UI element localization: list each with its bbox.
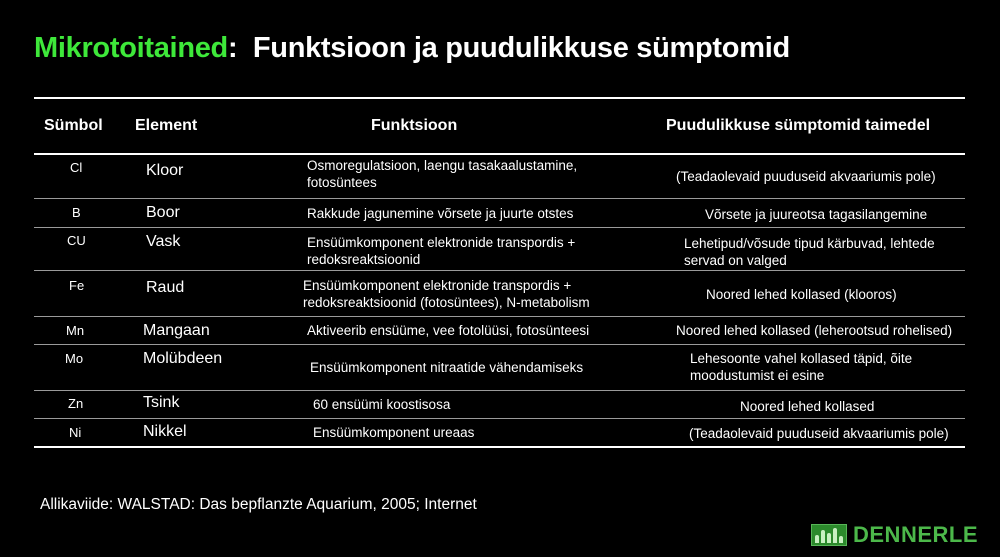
- cell-element: Nikkel: [143, 423, 187, 440]
- symptom-line: Noored lehed kollased (klooros): [706, 287, 897, 302]
- cell-symptoms: [705, 206, 927, 223]
- title-separator: :: [227, 32, 238, 64]
- cell-symbol: Mn: [66, 323, 85, 338]
- function-line: redoksreaktsioonid (fotosüntees), N-metabolism: [303, 295, 590, 310]
- function-line: Ensüümkomponent nitraatide vähendamiseks: [310, 360, 584, 375]
- cell-element: Vask: [146, 233, 181, 250]
- cell-symbol: Fe: [69, 278, 85, 293]
- function-line: Aktiveerib ensüüme, vee fotolüüsi, fotosünteesi: [307, 323, 590, 338]
- cell-function: [313, 424, 474, 441]
- cell-symptoms: [676, 168, 936, 185]
- cell-symptoms: [689, 425, 949, 442]
- row-divider: [34, 227, 965, 228]
- symptom-line: servad on valged: [684, 253, 787, 268]
- row-divider: [34, 418, 965, 419]
- function-line: 60 ensüümi koostisosa: [313, 397, 451, 412]
- row-divider: [34, 344, 965, 345]
- cell-symbol: CU: [67, 233, 86, 248]
- symptom-line: (Teadaolevaid puuduseid akvaariumis pole): [676, 169, 936, 184]
- page-title: [34, 32, 790, 65]
- cell-element: Boor: [146, 204, 180, 221]
- title-accent: Mikrotoitained: [34, 32, 228, 64]
- header-symbol: Sümbol: [44, 117, 103, 134]
- function-line: fotosüntees: [307, 175, 377, 190]
- cell-element: Raud: [146, 279, 185, 296]
- symptom-line: Noored lehed kollased: [740, 399, 875, 414]
- cell-symptoms: [684, 235, 935, 269]
- cell-function: [307, 234, 575, 268]
- symptom-line: Võrsete ja juureotsa tagasilangemine: [705, 207, 928, 222]
- cell-element: Kloor: [146, 162, 184, 179]
- title-rest: Funktsioon ja puudulikkuse sümptomid: [252, 32, 790, 64]
- function-line: Ensüümkomponent elektronide transpordis +: [303, 278, 572, 293]
- cell-symbol: B: [72, 205, 81, 220]
- function-line: Rakkude jagunemine võrsete ja juurte otstes: [307, 206, 574, 221]
- row-divider: [34, 316, 965, 317]
- table-header-rule: [34, 153, 965, 155]
- cell-function: [303, 277, 590, 311]
- symptom-line: Noored lehed kollased (leherootsud rohelised): [676, 323, 953, 338]
- cell-function: [307, 322, 589, 339]
- header-symptoms: Puudulikkuse sümptomid taimedel: [666, 117, 931, 134]
- cell-symptoms: [740, 398, 874, 415]
- cell-symbol: Cl: [70, 160, 83, 175]
- cell-function: [307, 205, 573, 222]
- function-line: Ensüümkomponent ureaas: [313, 425, 475, 440]
- brand-logo: [811, 521, 978, 549]
- cell-element: Mangaan: [143, 322, 210, 339]
- header-function: Funktsioon: [371, 117, 458, 134]
- cell-symptoms: [706, 286, 897, 303]
- cell-symbol: Zn: [68, 396, 84, 411]
- function-line: Osmoregulatsioon, laengu tasakaalustamine,: [307, 158, 578, 173]
- cell-symptoms: [690, 350, 912, 384]
- row-divider: [34, 390, 965, 391]
- brand-logo-text: DENNERLE: [853, 522, 979, 547]
- aquarium-icon: [811, 524, 847, 546]
- table-top-rule: [34, 97, 965, 99]
- row-divider: [34, 198, 965, 199]
- symptom-line: (Teadaolevaid puuduseid akvaariumis pole): [689, 426, 949, 441]
- cell-symptoms: [676, 322, 952, 339]
- source-citation: Allikaviide: WALSTAD: Das bepflanzte Aquarium, 2005; Internet: [40, 496, 477, 513]
- header-element: Element: [135, 117, 198, 134]
- row-divider: [34, 270, 965, 271]
- cell-function: [313, 396, 450, 413]
- cell-element: Molübdeen: [143, 350, 223, 367]
- function-line: redoksreaktsioonid: [307, 252, 421, 267]
- cell-symbol: Mo: [65, 351, 84, 366]
- symptom-line: Lehesoonte vahel kollased täpid, õite: [690, 351, 913, 366]
- symptom-line: moodustumist ei esine: [690, 368, 825, 383]
- symptom-line: Lehetipud/võsude tipud kärbuvad, lehtede: [684, 236, 935, 251]
- cell-element: Tsink: [143, 394, 180, 411]
- cell-symbol: Ni: [69, 425, 82, 440]
- cell-function: [310, 359, 583, 376]
- table-bottom-rule: [34, 446, 965, 448]
- function-line: Ensüümkomponent elektronide transpordis +: [307, 235, 576, 250]
- cell-function: [307, 157, 577, 191]
